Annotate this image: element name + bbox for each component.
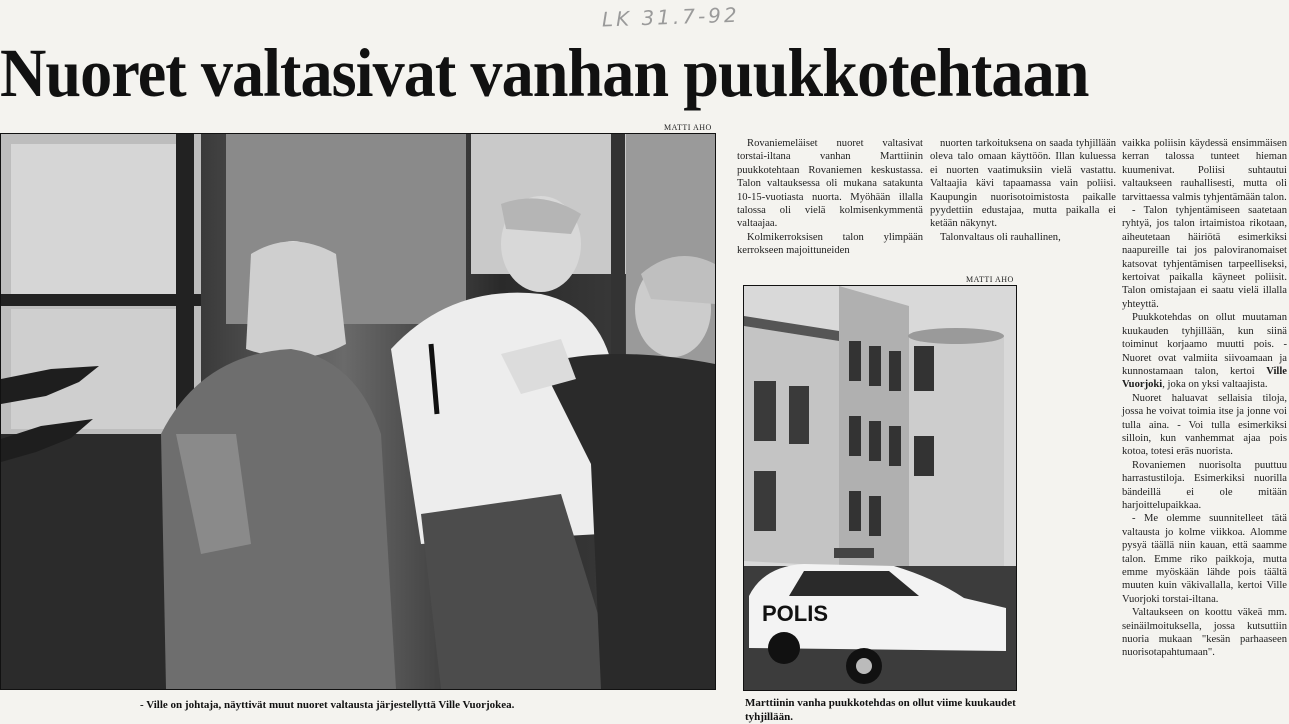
col3-paragraph-4: Nuoret haluavat sellaisia tiloja, jossa he voivat toimia itse ja jonne voi tulla aina. - Voi tulla esimerkiksi silloin, kun vanhemmat ajaa pois kotoa, totesi eräs nuorista.: [1122, 392, 1287, 458]
main-photo: [0, 133, 716, 690]
headline: Nuoret valtasivat vanhan puukkotehtaan: [0, 35, 1089, 111]
factory-photo-caption: Marttiinin vanha puukkotehdas on ollut viime kuukaudet tyhjillään.: [745, 697, 1016, 723]
col3-paragraph-6: - Me olemme suunnitelleet tätä valtausta jo kolme viikkoa. Alomme pysyä täällä niin kauan, että saamme talon. Emme riko paikkoja, mutta emme myöskään lähde pois täältä muuten kuin väkivallalla, kertoi Ville Vuorjoki torstai-iltana.: [1122, 513, 1287, 605]
col3-paragraph-2: - Talon tyhjentämiseen saatetaan ryhtyä, jos talon irtaimistoa rikotaan, aiheutetaan häiriötä esimerkiksi naapureille tai jos paloviranomaiset katsovat tyhjentämisen tarpeelliseksi, kertoivat paikalla käyneet poliisit. Talon omistajaan ei saatu vielä illalla yhteyttä.: [1122, 205, 1287, 310]
photo-credit-1: MATTI AHO: [664, 123, 712, 132]
factory-photo: [743, 285, 1017, 691]
factory-photo-illustration: [744, 286, 1016, 690]
col3-paragraph-5: Rovaniemen nuorisolta puuttuu harrastustiloja. Esimerkiksi nuorilla bändeillä ei ole mitään harjoittelupaikkaa.: [1122, 459, 1287, 511]
col3-paragraph-7: Valtaukseen on koottu väkeä mm. seinäilmoituksella, jossa kutsuttiin nuoria mukaan "kesän parhaaseen nuorisotapahtumaan".: [1122, 607, 1287, 659]
article-column-1: [737, 137, 923, 258]
person-name-ville: Ville Vuorjoki: [1122, 365, 1288, 391]
handwritten-date-note: LK 31.7-92: [601, 2, 741, 32]
police-car-lettering: POLIS: [762, 601, 829, 626]
col1-paragraph-1: Rovaniemeläiset nuoret valtasivat torstai-iltana vanhan Marttiinin puukkotehtaan Rovaniemen keskustassa. Talon valtauksessa oli mukana satakunta 10-15-vuotiasta nuorta. Myöhään illalla talossa oli vielä kolmisenkymmentä valtaajaa.: [737, 138, 923, 230]
article-column-2: [930, 137, 1116, 244]
col1-paragraph-2: Kolmikerroksisen talon ylimpään kerrokseen majoittuneiden: [737, 231, 923, 257]
col2-paragraph-2: Talonvaltaus oli rauhallinen,: [940, 231, 1061, 243]
photo-credit-2: MATTI AHO: [966, 275, 1014, 284]
article-column-3: [1122, 137, 1287, 660]
col3-paragraph-1: vaikka poliisin käydessä ensimmäisen kerran talossa tunteet hieman kuumenivat. Poliisi suhtautui valtaukseen rauhallisesti, mutta oli tarvittaessa valmis tyhjentämään talon.: [1122, 138, 1287, 203]
main-photo-caption: - Ville on johtaja, näyttivät muut nuoret valtausta järjestellyttä Ville Vuorjokea.: [140, 699, 515, 711]
col3-paragraph-3: Puukkotehdas on ollut muutaman kuukauden tyhjillään, kun siinä toiminut korjaamo muutti pois. - Nuoret ovat valmiita siivoamaan ja kunnostamaan talon, kertoi Ville Vuorjoki, joka on yksi valtaajista.: [1122, 312, 1288, 391]
col2-paragraph-1: nuorten tarkoituksena on saada tyhjillään oleva talo omaan käyttöön. Illan kuluessa ei nuorten vaatimuksiin vielä vastattu. Valtaajia kävi tapaamassa vain poliisi. Kaupungin nuorisotoimistosta paikalle pyydettiin edustajaa, mutta paikalla ei ketään näkynyt.: [930, 138, 1116, 230]
main-photo-illustration: [1, 134, 715, 689]
